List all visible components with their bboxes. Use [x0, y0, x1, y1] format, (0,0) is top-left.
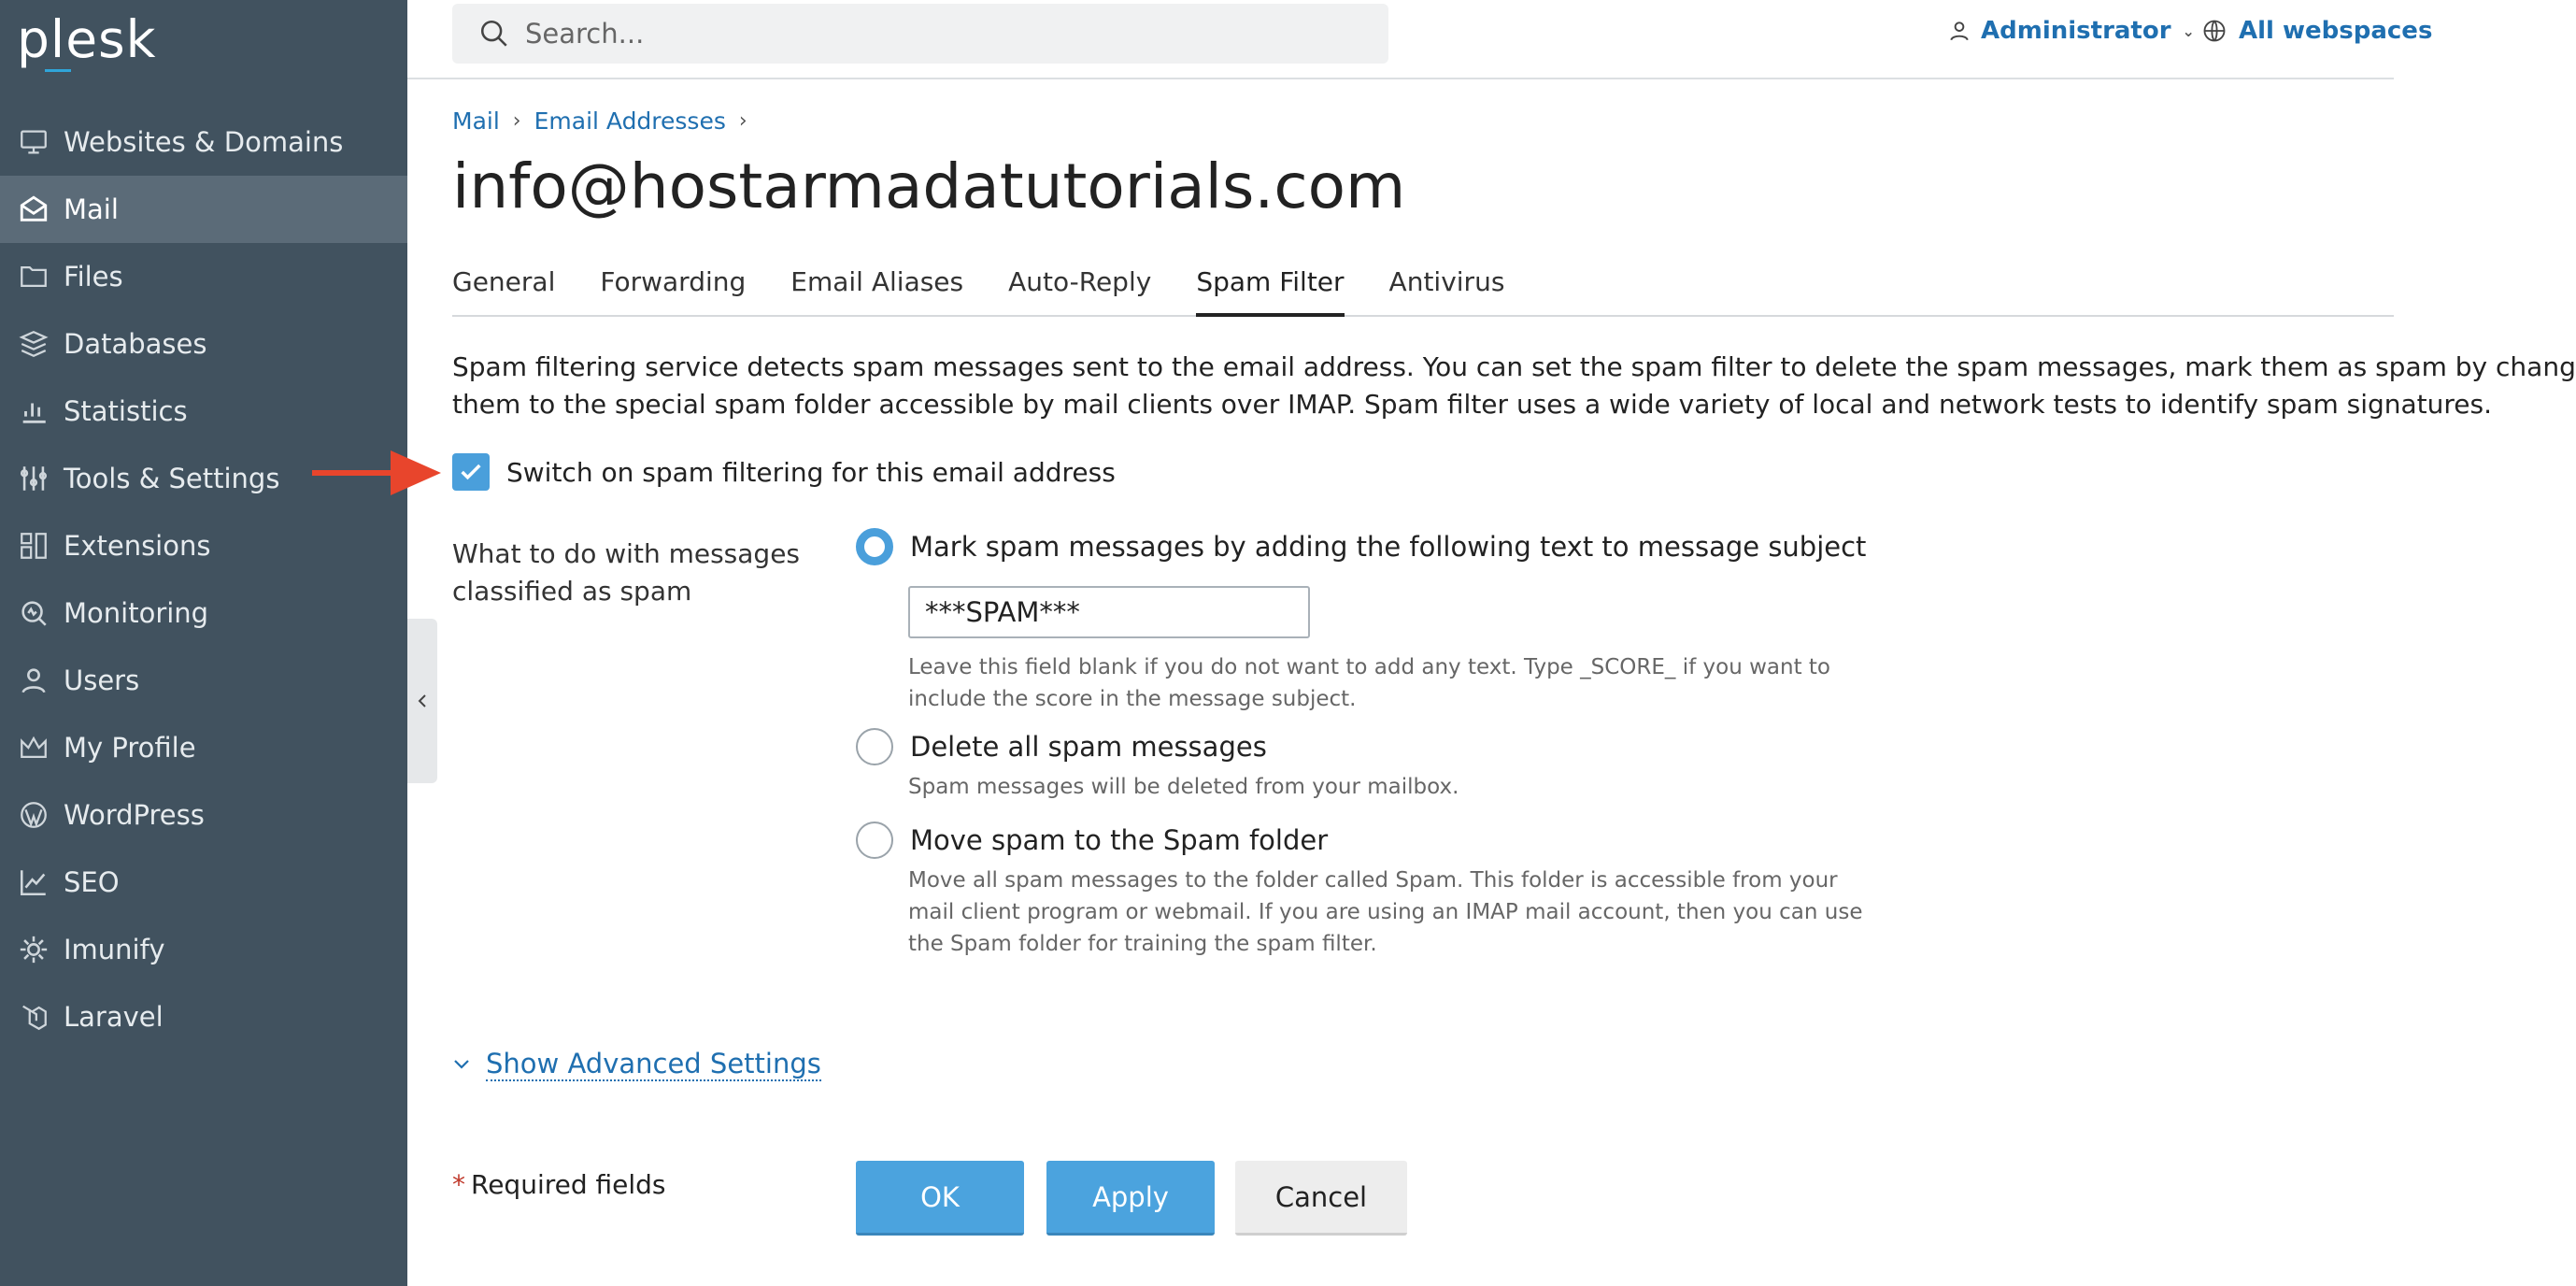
advanced-settings-label: Show Advanced Settings	[486, 1048, 821, 1079]
radio-option-delete[interactable]	[856, 728, 1884, 765]
ok-button[interactable]: OK	[856, 1161, 1024, 1236]
chevron-down-icon	[452, 1058, 471, 1071]
sidebar-collapse-button[interactable]	[407, 619, 437, 783]
breadcrumb	[452, 107, 761, 135]
wordpress-icon	[17, 798, 50, 832]
description-line-2: them to the special spam folder accessible by mail clients over IMAP. Spam filter uses a wide variety of local and network tests to identify spam signatures.	[452, 389, 2493, 420]
sidebar-item-mail[interactable]	[0, 176, 407, 243]
tab-general[interactable]: General	[452, 266, 556, 297]
sidebar-item-websites-domains[interactable]	[0, 108, 407, 176]
required-fields-text: Required fields	[471, 1169, 666, 1200]
spam-subject-tag-input[interactable]	[908, 586, 1310, 638]
sidebar-item-imunify[interactable]	[0, 916, 407, 983]
sidebar-nav	[0, 108, 407, 1050]
search-input[interactable]	[525, 18, 1366, 50]
crown-icon	[17, 731, 50, 764]
search-box[interactable]	[452, 4, 1388, 64]
sidebar-item-label: SEO	[64, 866, 120, 898]
bar-chart-icon	[17, 394, 50, 428]
spam-filter-checkbox[interactable]	[452, 453, 490, 491]
mail-icon	[17, 193, 50, 226]
annotation-arrow-icon	[312, 447, 443, 499]
radio-delete[interactable]	[856, 728, 893, 765]
move-hint: Move all spam messages to the folder called Spam. This folder is accessible from your mail client program or webmail. If you are using an IMAP mail account, then you can use the Spam folder for training the spam filter.	[908, 868, 1863, 956]
sidebar-item-extensions[interactable]	[0, 512, 407, 579]
sidebar-item-label: Databases	[64, 328, 207, 360]
sidebar-item-label: Statistics	[64, 395, 188, 427]
breadcrumb-mail[interactable]: Mail	[452, 107, 500, 135]
webspace-label: All webspaces	[2239, 17, 2433, 45]
spam-action-options	[856, 528, 1884, 960]
extensions-icon	[17, 529, 50, 563]
tab-spam-filter[interactable]: Spam Filter	[1196, 266, 1344, 317]
sidebar-item-seo[interactable]	[0, 849, 407, 916]
delete-hint: Spam messages will be deleted from your mailbox.	[908, 775, 1459, 799]
radio-option-move[interactable]	[856, 822, 1884, 859]
monitor-icon	[17, 125, 50, 159]
spam-filter-description	[452, 349, 2576, 423]
radio-option-mark[interactable]	[856, 528, 1884, 565]
spam-filter-toggle-row[interactable]	[452, 453, 1116, 491]
radio-delete-label: Delete all spam messages	[910, 731, 1267, 763]
chevron-left-icon	[416, 692, 429, 710]
tab-auto-reply[interactable]: Auto-Reply	[1008, 266, 1152, 297]
sidebar-item-my-profile[interactable]	[0, 714, 407, 781]
user-menu[interactable]	[1947, 17, 2195, 45]
plesk-logo[interactable]: plesk	[17, 9, 157, 69]
sidebar-item-label: Monitoring	[64, 597, 209, 629]
tab-antivirus[interactable]: Antivirus	[1388, 266, 1505, 297]
required-fields-note	[452, 1169, 666, 1200]
checkmark-icon	[458, 459, 484, 485]
user-name: Administrator	[1981, 17, 2171, 45]
sidebar-item-label: Websites & Domains	[64, 126, 344, 158]
description-line-1: Spam filtering service detects spam messages sent to the email address. You can set the spam filter to delete the spam messages, mark them as spam by chang	[452, 351, 2576, 382]
sidebar-item-label: Tools & Settings	[64, 463, 280, 494]
chevron-right-icon: ›	[738, 109, 747, 133]
sidebar-item-label: Laravel	[64, 1001, 164, 1033]
sliders-icon	[17, 462, 50, 495]
sidebar-item-wordpress[interactable]	[0, 781, 407, 849]
sidebar	[0, 0, 407, 1286]
monitoring-icon	[17, 596, 50, 630]
sidebar-item-monitoring[interactable]	[0, 579, 407, 647]
radio-move-label: Move spam to the Spam folder	[910, 824, 1329, 856]
required-star: *	[452, 1169, 465, 1200]
user-icon	[1947, 19, 1971, 43]
apply-button[interactable]: Apply	[1046, 1161, 1215, 1236]
seo-icon	[17, 865, 50, 899]
sidebar-item-label: Mail	[64, 193, 119, 225]
radio-mark-label: Mark spam messages by adding the following text to message subject	[910, 531, 1867, 563]
radio-mark[interactable]	[856, 528, 893, 565]
spam-action-label: What to do with messages classified as spam	[452, 538, 801, 607]
database-icon	[17, 327, 50, 361]
radio-move[interactable]	[856, 822, 893, 859]
breadcrumb-email-addresses[interactable]: Email Addresses	[534, 107, 726, 135]
globe-icon	[2201, 18, 2227, 44]
sidebar-item-label: Extensions	[64, 530, 211, 562]
sidebar-item-label: Users	[64, 664, 140, 696]
sidebar-item-users[interactable]	[0, 647, 407, 714]
user-icon	[17, 664, 50, 697]
cancel-button[interactable]: Cancel	[1235, 1161, 1407, 1236]
chevron-right-icon: ›	[512, 109, 521, 133]
sidebar-item-label: Files	[64, 261, 123, 293]
laravel-icon	[17, 1000, 50, 1034]
chevron-down-icon: ⌄	[2182, 21, 2195, 40]
tab-forwarding[interactable]: Forwarding	[600, 266, 747, 297]
sidebar-item-files[interactable]	[0, 243, 407, 310]
sidebar-item-label: My Profile	[64, 732, 196, 764]
top-bar	[407, 0, 2433, 79]
tab-bar	[452, 266, 2394, 317]
mark-hint: Leave this field blank if you do not want to add any text. Type _SCORE_ if you want to include the score in the message subject.	[908, 655, 1830, 711]
page-title: info@hostarmadatutorials.com	[452, 150, 1406, 222]
sidebar-item-statistics[interactable]	[0, 378, 407, 445]
webspace-menu[interactable]	[2201, 17, 2432, 45]
spam-filter-checkbox-label: Switch on spam filtering for this email address	[506, 456, 1116, 488]
folder-icon	[17, 260, 50, 293]
show-advanced-settings-link[interactable]	[452, 1048, 821, 1081]
sidebar-item-label: WordPress	[64, 799, 205, 831]
sidebar-item-databases[interactable]	[0, 310, 407, 378]
gear-icon	[17, 933, 50, 966]
sidebar-item-label: Imunify	[64, 934, 165, 965]
sidebar-item-laravel[interactable]	[0, 983, 407, 1050]
tab-email-aliases[interactable]: Email Aliases	[790, 266, 964, 297]
search-icon	[478, 18, 510, 50]
